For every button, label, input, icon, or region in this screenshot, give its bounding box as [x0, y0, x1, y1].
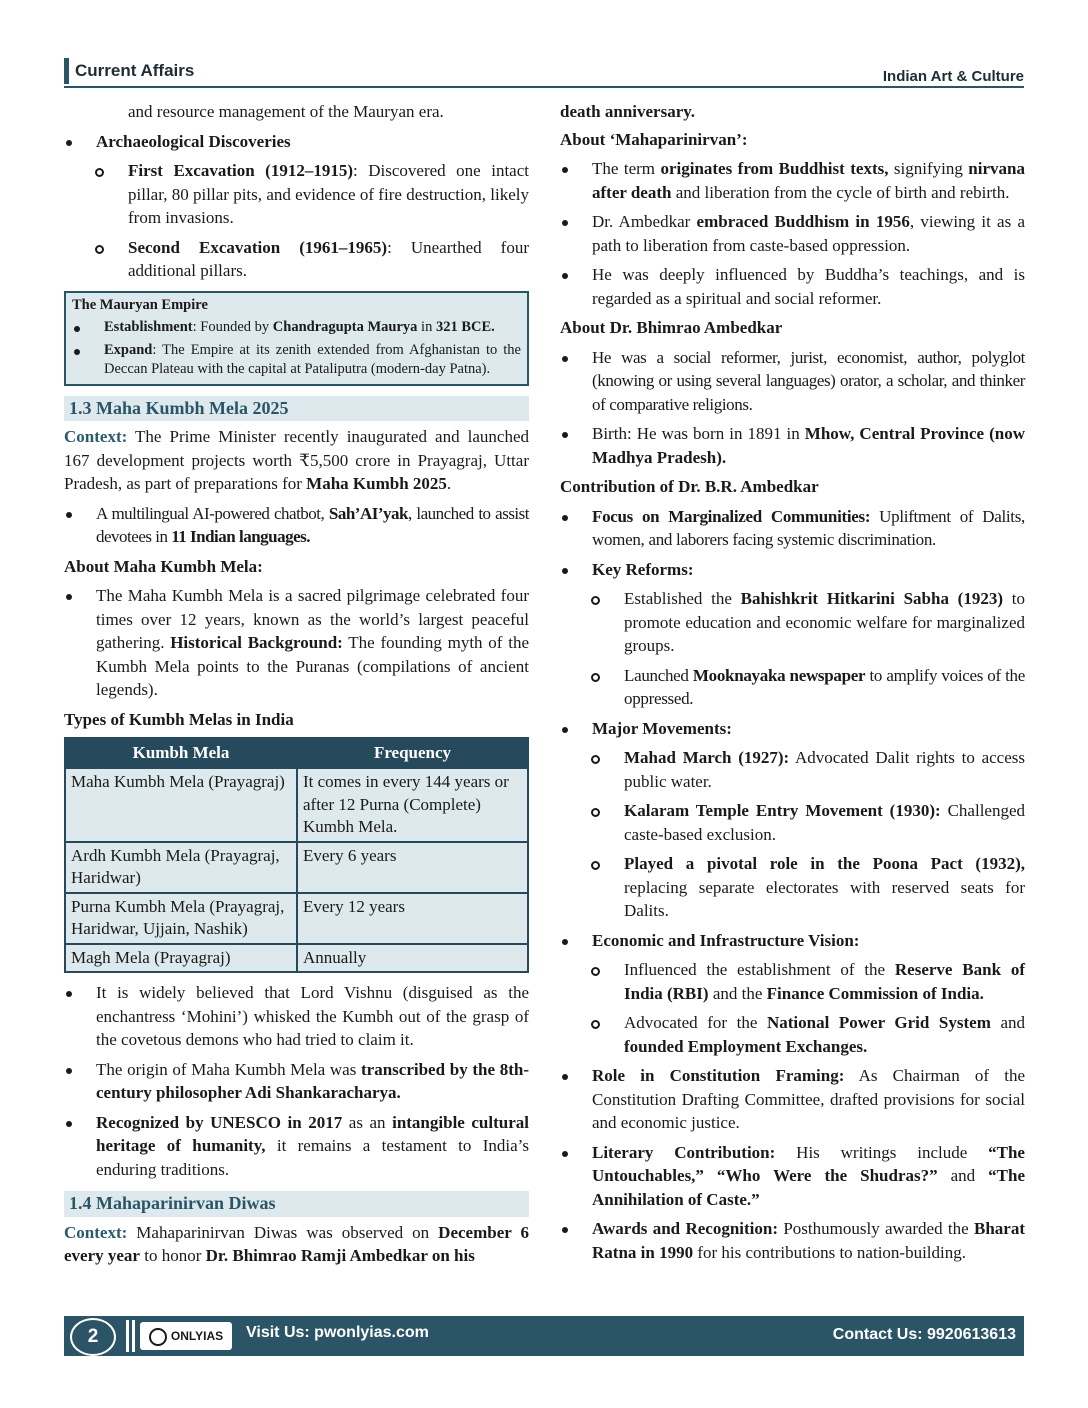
- about-text: The Maha Kumbh Mela is a sacred pilgrimage celebrated four times over 12 years, known as the world’s largest peaceful gathering.: [96, 586, 529, 652]
- box-title: The Mauryan Empire: [72, 296, 208, 313]
- list-item: [560, 852, 1025, 923]
- contribution-heading: Contribution of Dr. B.R. Ambedkar: [560, 477, 819, 496]
- list-item: [560, 558, 1025, 582]
- context-end: .: [446, 474, 452, 493]
- contrib-bold: Focus on Marginalized Communities:: [592, 506, 871, 526]
- list-item: [64, 1058, 529, 1105]
- exc1-text: : Discovered one intact pillar, 80 pillar pits, and evidence of fire destruction, likely from invasions.: [128, 161, 529, 227]
- table-header: Frequency: [297, 738, 528, 768]
- contrib-bold: Mahad March (1927):: [624, 748, 790, 767]
- list-item: [560, 210, 1025, 257]
- table-cell: Purna Kumbh Mela (Prayagraj, Haridwar, Ujjain, Nashik): [65, 893, 297, 944]
- page-number: 2: [70, 1318, 116, 1356]
- table-row: [65, 944, 528, 973]
- contrib-text: replacing separate electorates with reserved seats for Dalits.: [624, 877, 1025, 920]
- context-paragraph: [64, 425, 529, 496]
- box-item-bold: Chandragupta Maurya: [272, 319, 418, 335]
- about-kumbh-list: [64, 584, 529, 702]
- list-item: [560, 929, 1025, 953]
- list-item: [560, 799, 1025, 846]
- contrib-text: to amplify voices of the oppressed.: [624, 665, 1025, 708]
- logo-text: ONLYIAS: [170, 1329, 224, 1343]
- contrib-text: Established the: [624, 589, 741, 608]
- list-item: It is widely believed that Lord Vishnu (disguised as the enchantress ‘Mohini’) whisked the Kumbh out of the grasp of the covetous demons who had tried to claim it.: [64, 981, 529, 1052]
- header-subject: Indian Art & Culture: [882, 68, 1024, 85]
- contrib-bold: National Power Grid System: [766, 1013, 991, 1032]
- about-mahaparinirvan-heading: About ‘Mahaparinirvan’:: [560, 129, 748, 149]
- contrib-text: to promote education and economic welfare for marginalized groups.: [624, 589, 1025, 655]
- section-heading-1-3: 1.3 Maha Kumbh Mela 2025: [64, 396, 529, 422]
- list-item: [560, 664, 1025, 711]
- list-item: [560, 717, 1025, 741]
- context-bold: Maha Kumbh 2025: [306, 474, 447, 493]
- list-item: [560, 958, 1025, 1005]
- contrib-bold: founded Employment Exchanges.: [624, 1036, 868, 1056]
- contrib-bold: Major Movements:: [592, 718, 732, 738]
- kumbh-types-table: [64, 737, 529, 973]
- contrib-bold: “The Untouchables,” “Who Were the Shudras?”: [592, 1142, 1025, 1185]
- section-heading-1-4: 1.4 Mahaparinirvan Diwas: [64, 1191, 529, 1217]
- about-bold: Historical Background:: [170, 633, 343, 652]
- intro-text: and resource management of the Mauryan era.: [128, 102, 444, 121]
- contrib-text: for his contributions to nation-building.: [693, 1242, 966, 1262]
- context-text: Mahaparinirvan Diwas was observed on: [127, 1222, 439, 1242]
- contrib-bold: Key Reforms:: [592, 559, 694, 579]
- types-heading: Types of Kumbh Melas in India: [64, 709, 294, 729]
- contrib-bold: Mooknayaka newspaper: [692, 665, 866, 685]
- table-cell: Maha Kumbh Mela (Prayagraj): [65, 768, 297, 842]
- context-text: The Prime Minister recently inaugurated and launched 167 development projects worth ₹5,500 crore in Prayagraj, Uttar Pradesh, as part of preparations for: [64, 427, 529, 493]
- mahaparinirvan-list: [560, 157, 1025, 310]
- contrib-bold: Reserve Bank of India (RBI): [624, 960, 1026, 1003]
- logo-icon: [149, 1328, 167, 1346]
- right-column: [560, 100, 1025, 1270]
- box-item-bold: Establishment: [104, 319, 193, 335]
- context-label: Context:: [64, 1222, 128, 1242]
- context-paragraph: [64, 1221, 529, 1268]
- left-column: [64, 100, 529, 1268]
- contrib-text: and: [937, 1166, 989, 1185]
- origin-text: The origin of Maha Kumbh Mela was: [96, 1059, 362, 1079]
- list-item: [560, 505, 1025, 552]
- exc1-bold: First Excavation (1912–1915): [128, 161, 354, 180]
- table-cell: It comes in every 144 years or after 12 Purna (Complete) Kumbh Mela.: [297, 768, 528, 842]
- table-row: [65, 768, 528, 842]
- contrib-bold: Role in Constitution Framing:: [592, 1066, 845, 1085]
- contrib-text: Posthumously awarded the: [778, 1219, 974, 1238]
- contrib-text: Advocated Dalit rights to access public water.: [624, 748, 1025, 791]
- contrib-text: and: [990, 1013, 1025, 1032]
- mp-bold: embraced Buddhism in 1956: [696, 212, 910, 231]
- contrib-text: Launched: [624, 665, 693, 685]
- amb-bold: Mhow, Central Province (now Madhya Pradesh).: [592, 424, 1025, 467]
- context-text: to honor: [139, 1246, 206, 1265]
- chatbot-list: [64, 502, 529, 549]
- list-item: [560, 157, 1025, 204]
- list-item: He was deeply influenced by Buddha’s teachings, and is regarded as a spiritual and social reformer.: [560, 263, 1025, 310]
- contrib-text: and the: [708, 983, 767, 1003]
- list-item: [64, 502, 529, 549]
- box-item-text: : Founded by: [192, 319, 273, 335]
- header-section-title: Current Affairs: [64, 58, 194, 84]
- contrib-text: Influenced the establishment of the: [624, 960, 895, 979]
- contrib-bold: Bharat Ratna in 1990: [592, 1219, 1025, 1262]
- unesco-bold: Recognized by UNESCO in 2017: [96, 1112, 343, 1132]
- list-item: [560, 587, 1025, 658]
- list-item: [560, 422, 1025, 469]
- about-ambedkar-heading: About Dr. Bhimrao Ambedkar: [560, 318, 783, 337]
- table-row: [65, 893, 528, 944]
- table-header-row: [65, 738, 528, 768]
- archaeology-list: [64, 130, 529, 283]
- mp-bold: originates from Buddhist texts,: [660, 159, 889, 178]
- list-item: [560, 1011, 1025, 1058]
- box-item-text: : The Empire at its zenith extended from Afghanistan to the Deccan Plateau with the capital at Pataliputra (modern-day Patna).: [104, 341, 521, 377]
- continued-bold: death anniversary.: [560, 102, 696, 121]
- kumbh-facts-list: [64, 981, 529, 1181]
- table-cell: Every 6 years: [297, 842, 528, 893]
- chat-bold: 11 Indian languages.: [171, 527, 311, 546]
- mp-bold: nirvana after death: [592, 159, 1025, 202]
- contrib-bold: Awards and Recognition:: [592, 1219, 779, 1238]
- contrib-bold: Kalaram Temple Entry Movement (1930):: [624, 801, 941, 820]
- context-label: Context:: [64, 427, 128, 446]
- contrib-text: Advocated for the: [624, 1013, 767, 1032]
- mp-text: signifying: [888, 159, 969, 178]
- list-item: [560, 1217, 1025, 1264]
- unesco-bold: intangible cultural heritage of humanity,: [96, 1112, 529, 1155]
- list-item: [64, 130, 529, 154]
- exc2-bold: Second Excavation (1961–1965): [128, 237, 388, 257]
- contrib-text: Challenged caste-based exclusion.: [624, 801, 1026, 844]
- chat-bold: Sah’AI’yak: [328, 503, 408, 523]
- box-item-bold: 321 BCE.: [435, 319, 495, 335]
- about-text: The founding myth of the Kumbh Mela points to the Puranas (compilations of ancient legends).: [96, 633, 529, 699]
- mp-text: The term: [592, 159, 661, 178]
- about-kumbh-heading: About Maha Kumbh Mela:: [64, 556, 263, 576]
- box-item: [72, 341, 521, 380]
- list-item: [64, 236, 529, 283]
- table-cell: Annually: [297, 944, 528, 973]
- contrib-text: Upliftment of Dalits, women, and laborers facing systemic discrimination.: [592, 506, 1025, 549]
- unesco-text: as an: [342, 1112, 393, 1132]
- list-item: [560, 1064, 1025, 1135]
- contrib-bold: Literary Contribution:: [592, 1142, 776, 1162]
- context-bold: December 6 every year: [64, 1222, 529, 1265]
- list-item: [560, 746, 1025, 793]
- contrib-bold: “The Annihilation of Caste.”: [592, 1166, 1025, 1209]
- contrib-bold: Bahishkrit Hitkarini Sabha (1923): [740, 589, 1004, 608]
- arch-title: Archaeological Discoveries: [96, 131, 291, 151]
- footer-divider: [132, 1320, 135, 1352]
- contact-number: Contact Us: 9920613613: [832, 1326, 1016, 1343]
- mp-text: and liberation from the cycle of birth and rebirth.: [671, 182, 1010, 202]
- context-bold: Dr. Bhimrao Ramji Ambedkar on his: [205, 1246, 475, 1265]
- box-item-text: in: [417, 319, 436, 335]
- table-row: [65, 842, 528, 893]
- footer-divider: [126, 1320, 129, 1352]
- chat-text: A multilingual AI-powered chatbot,: [96, 503, 329, 523]
- website-link[interactable]: Visit Us: pwonlyias.com: [246, 1324, 429, 1341]
- contrib-text: His writings include: [775, 1142, 989, 1162]
- exc2-text: : Unearthed four additional pillars.: [128, 237, 529, 280]
- mp-text: , viewing it as a path to liberation from caste-based oppression.: [592, 212, 1025, 255]
- box-item-bold: Expand: [104, 341, 153, 358]
- list-item: [560, 1141, 1025, 1212]
- table-cell: Every 12 years: [297, 893, 528, 944]
- unesco-text: it remains a testament to India’s enduring traditions.: [96, 1136, 529, 1179]
- page-footer: [64, 1316, 1024, 1356]
- list-item: [64, 584, 529, 702]
- contrib-text: As Chairman of the Constitution Drafting Committee, drafted provisions for social and economic justice.: [592, 1066, 1026, 1132]
- list-item: He was a social reformer, jurist, economist, author, polyglot (knowing or using several languages) orator, a scholar, and thinker of comparative religions.: [560, 346, 1025, 417]
- ambedkar-list: [560, 346, 1025, 470]
- continued-text: [560, 100, 1025, 124]
- box-item: [72, 318, 521, 338]
- table-cell: Magh Mela (Prayagraj): [65, 944, 297, 973]
- mp-text: Dr. Ambedkar: [592, 212, 697, 231]
- mauryan-empire-box: [64, 291, 529, 386]
- contrib-bold: Economic and Infrastructure Vision:: [592, 930, 860, 950]
- brand-logo: [140, 1322, 232, 1350]
- amb-text: Birth: He was born in 1891 in: [592, 424, 805, 443]
- table-header: Kumbh Mela: [65, 738, 297, 768]
- contrib-bold: Played a pivotal role in the Poona Pact (1932),: [624, 854, 1025, 873]
- contribution-list: [560, 505, 1025, 1265]
- contrib-bold: Finance Commission of India.: [766, 983, 984, 1003]
- origin-bold: transcribed by the 8th-century philosopher Adi Shankaracharya.: [96, 1059, 529, 1102]
- page-header: [64, 58, 1024, 88]
- list-item: [64, 1111, 529, 1182]
- list-item: [64, 159, 529, 230]
- table-cell: Ardh Kumbh Mela (Prayagraj, Haridwar): [65, 842, 297, 893]
- chat-text: , launched to assist devotees in: [96, 503, 529, 546]
